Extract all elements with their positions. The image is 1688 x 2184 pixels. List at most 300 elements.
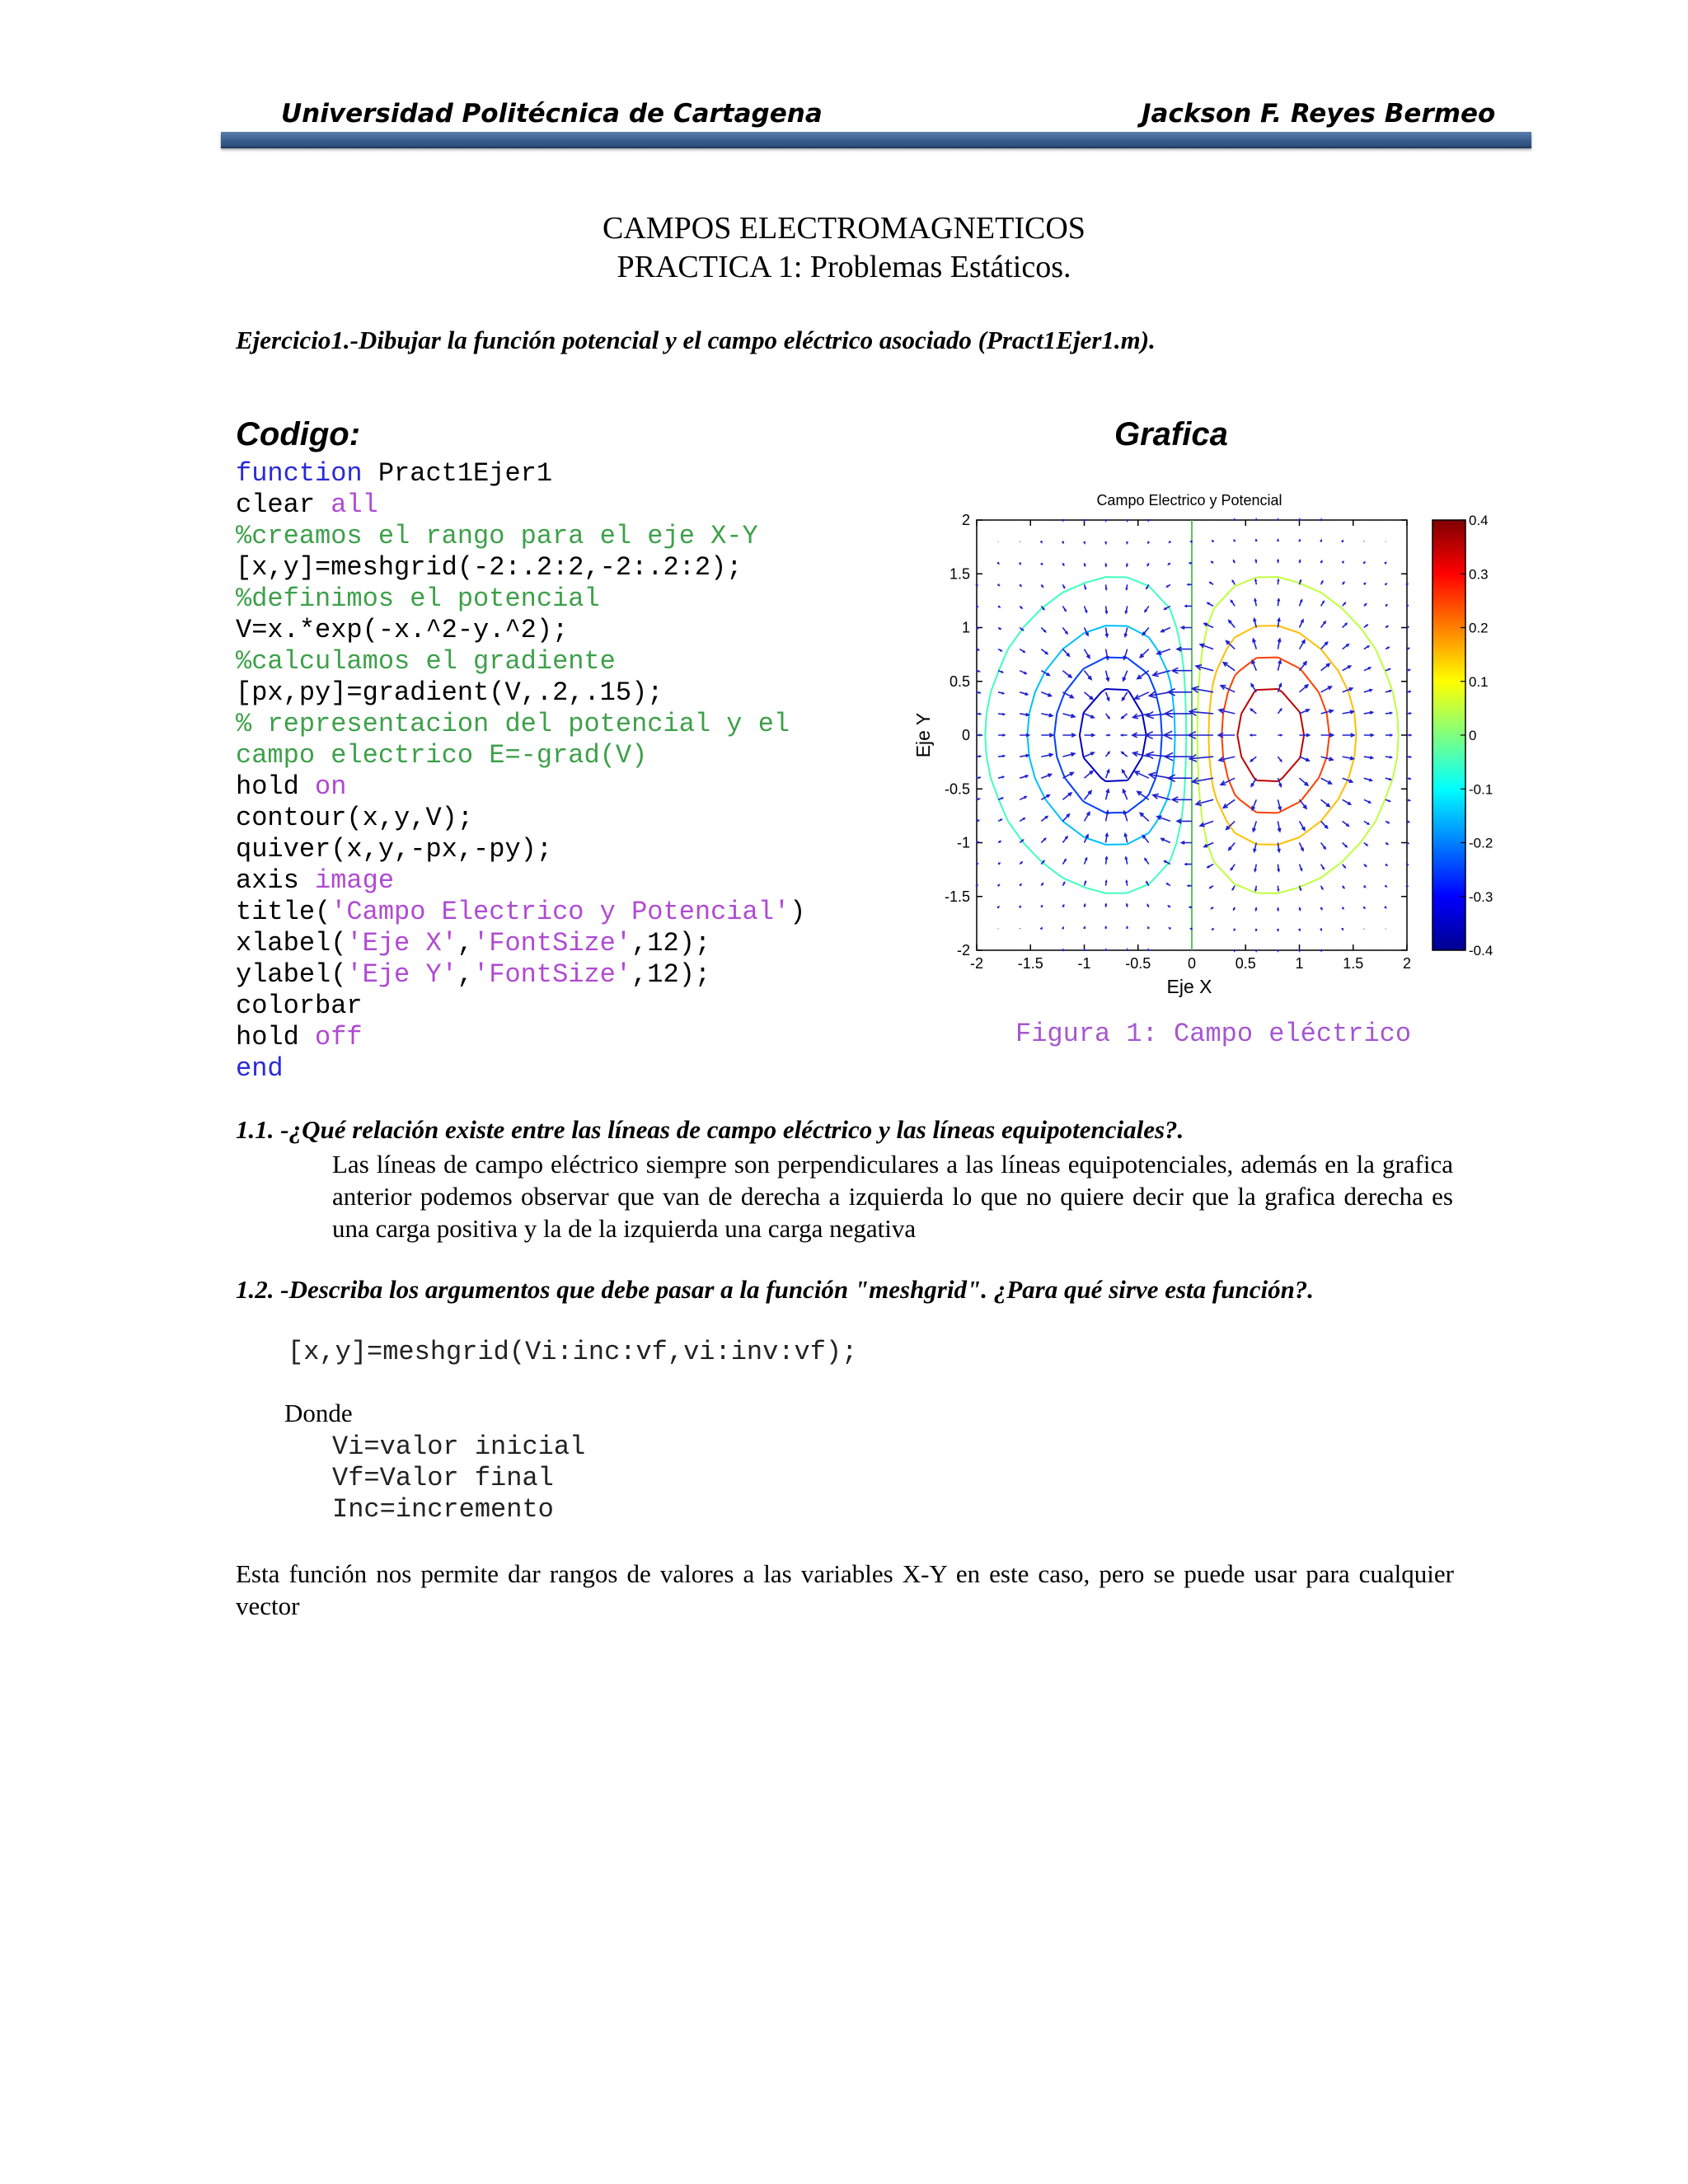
field-arrow	[1234, 907, 1236, 910]
field-arrow	[1105, 541, 1107, 543]
field-arrow	[1105, 904, 1107, 907]
field-arrow	[1343, 886, 1344, 888]
field-arrow	[1364, 799, 1371, 803]
field-arrow	[998, 776, 1004, 778]
field-arrow	[1255, 929, 1257, 930]
x-tick-label: -1	[1077, 955, 1091, 972]
chart-title: Campo Electrico y Potencial	[1096, 492, 1282, 509]
field-arrow	[1300, 865, 1302, 870]
field-arrow	[1041, 714, 1053, 717]
code-line: %calculamos el gradiente	[236, 646, 616, 677]
field-arrow	[1223, 799, 1235, 808]
field-arrow	[1157, 649, 1170, 654]
field-arrow	[1343, 583, 1344, 585]
field-arrow	[1321, 642, 1328, 649]
field-arrow	[998, 734, 1005, 736]
field-arrow	[1085, 752, 1095, 757]
field-arrow	[1125, 606, 1127, 612]
answer-1: Las líneas de campo eléctrico siempre son perpendiculares a las líneas equipotenciales, además en la grafica anterior podemos observar que van de derecha a izquierda lo que no quiere decir que la grafica derecha es una carga positiva y la de la izquierda una carga negativa	[332, 1150, 1453, 1243]
field-arrow	[1219, 757, 1235, 762]
field-arrow	[977, 820, 979, 822]
field-arrow	[1177, 819, 1192, 823]
field-arrow	[1386, 734, 1392, 736]
field-arrow	[1041, 649, 1048, 654]
field-arrow	[1300, 640, 1305, 649]
field-arrow	[1364, 843, 1367, 846]
field-arrow	[1085, 584, 1086, 588]
contour-line	[1237, 689, 1304, 781]
code-line: xlabel('Eje X','FontSize',12);	[236, 928, 711, 958]
code-line: % representacion del potencial y el	[236, 709, 790, 739]
definition-vi: Vi=valor inicial	[332, 1432, 586, 1462]
code-line: V=x.*exp(-x.^2-y.^2);	[236, 615, 569, 645]
field-arrow	[1123, 692, 1128, 701]
code-line: %definimos el potencial	[236, 583, 600, 614]
field-arrow	[1085, 771, 1093, 779]
field-arrow	[1148, 927, 1150, 929]
field-arrow	[1364, 689, 1372, 691]
field-arrow	[1020, 862, 1022, 865]
field-arrow	[1407, 734, 1411, 736]
field-arrow	[1223, 663, 1235, 671]
field-arrow	[1040, 541, 1042, 542]
colorbar-tick-label: 0.4	[1469, 513, 1489, 528]
field-arrow	[1106, 734, 1110, 736]
field-arrow	[1062, 927, 1064, 929]
field-arrow	[1189, 907, 1192, 908]
field-arrow	[1321, 821, 1328, 827]
field-arrow	[1106, 752, 1109, 757]
field-arrow	[1127, 563, 1128, 566]
field-arrow	[1177, 647, 1192, 651]
code-line: colorbar	[236, 991, 363, 1021]
exercise-statement: Ejercicio1.-Dibujar la función potencial y el campo eléctrico asociado (Pract1Ejer1.m).	[236, 326, 1156, 354]
field-arrow	[1386, 799, 1390, 801]
field-arrow	[1251, 778, 1256, 786]
field-arrow	[1342, 541, 1343, 542]
field-arrow	[1126, 881, 1128, 886]
field-arrow	[1255, 579, 1257, 584]
field-arrow	[1019, 562, 1020, 564]
donde-label: Donde	[284, 1399, 353, 1427]
field-arrow	[1084, 541, 1085, 543]
field-arrow	[1189, 562, 1192, 564]
code-line: %creamos el rango para el eje X-Y	[236, 521, 758, 551]
field-arrow	[1300, 620, 1304, 628]
field-arrow	[1105, 949, 1107, 951]
field-arrow	[1127, 949, 1128, 951]
field-arrow	[1123, 770, 1128, 778]
code-line: hold on	[236, 771, 347, 802]
field-arrow	[1320, 541, 1322, 542]
field-arrow	[1188, 583, 1192, 585]
code-line: function Pract1Ejer1	[236, 458, 553, 489]
colorbar-tick-label: 0.3	[1469, 566, 1489, 583]
field-arrow	[1343, 666, 1351, 671]
field-arrow	[1300, 821, 1305, 830]
field-arrow	[1212, 928, 1214, 930]
field-arrow	[1169, 563, 1170, 565]
field-arrow	[1342, 562, 1343, 564]
field-arrow	[1084, 949, 1085, 951]
field-arrow	[1321, 778, 1332, 784]
field-arrow	[1320, 928, 1322, 930]
code-line: axis image	[236, 865, 395, 896]
field-arrow	[1142, 836, 1148, 843]
field-arrow	[1140, 649, 1149, 658]
field-arrow	[1062, 814, 1069, 821]
code-line: contour(x,y,V);	[236, 803, 474, 833]
field-arrow	[1299, 949, 1301, 951]
field-arrow	[1084, 927, 1085, 929]
field-arrow	[1320, 561, 1322, 564]
field-arrow	[976, 885, 978, 887]
field-arrow	[1105, 857, 1108, 865]
field-arrow	[1300, 685, 1308, 692]
header-institution: Universidad Politécnica de Cartagena	[281, 99, 823, 129]
x-tick-label: 1.5	[1343, 955, 1364, 972]
question-1: 1.1. -¿Qué relación existe entre las líneas de campo eléctrico y las líneas equipotenciales?.	[236, 1115, 1184, 1144]
field-arrow	[1299, 519, 1301, 521]
field-arrow	[1085, 692, 1093, 700]
field-arrow	[1185, 605, 1192, 607]
y-tick-label: 2	[961, 512, 970, 528]
field-arrow	[1255, 540, 1257, 541]
field-arrow	[1148, 541, 1150, 543]
field-arrow	[1040, 928, 1042, 930]
field-arrow	[1385, 885, 1386, 887]
field-arrow	[998, 714, 1004, 715]
field-arrow	[1300, 710, 1310, 714]
field-arrow	[1251, 684, 1256, 692]
field-arrow	[1041, 733, 1053, 737]
field-arrow	[1106, 714, 1109, 719]
field-arrow	[1385, 563, 1386, 565]
field-arrow	[1321, 663, 1330, 670]
field-arrow	[1278, 560, 1279, 564]
field-arrow	[1343, 623, 1347, 627]
field-arrow	[1020, 884, 1021, 886]
field-arrow	[1235, 949, 1236, 951]
code-line: end	[236, 1053, 284, 1084]
field-arrow	[1168, 689, 1192, 696]
field-arrow	[1386, 712, 1391, 714]
definition-inc: Inc=incremento	[332, 1494, 554, 1525]
field-arrow	[1385, 907, 1386, 908]
field-arrow	[1172, 797, 1192, 803]
field-arrow	[1168, 775, 1192, 781]
field-arrow	[1062, 519, 1063, 521]
field-arrow	[1278, 886, 1279, 891]
x-axis-label: Eje X	[1166, 976, 1212, 997]
field-arrow	[1106, 692, 1109, 701]
field-arrow	[1085, 882, 1086, 886]
field-arrow	[1127, 541, 1128, 543]
field-arrow	[1041, 753, 1053, 757]
header-rule	[221, 132, 1531, 148]
field-arrow	[1062, 628, 1067, 634]
field-arrow	[1210, 583, 1213, 585]
field-arrow	[1182, 626, 1193, 630]
field-arrow	[1084, 563, 1085, 565]
field-arrow	[1321, 621, 1326, 627]
field-arrow	[1321, 886, 1323, 889]
question-2: 1.2. -Describa los argumentos que debe pasar a la función "meshgrid". ¿Para qué sirve esta función?.	[236, 1275, 1315, 1304]
field-arrow	[1020, 671, 1026, 674]
field-arrow	[1364, 865, 1367, 867]
field-arrow	[1062, 860, 1066, 865]
colorbar-tick-label: 0.1	[1469, 673, 1489, 690]
field-arrow	[1188, 885, 1192, 887]
field-arrow	[1278, 929, 1279, 930]
field-arrow	[1041, 628, 1045, 632]
field-arrow	[1041, 584, 1043, 587]
field-arrow	[1147, 563, 1149, 565]
field-arrow	[1106, 770, 1109, 778]
field-arrow	[1041, 563, 1043, 565]
field-arrow	[1105, 927, 1107, 929]
x-tick-label: 2	[1402, 955, 1412, 972]
field-arrow	[1255, 907, 1257, 911]
field-arrow	[976, 583, 978, 585]
field-arrow	[1196, 799, 1213, 805]
field-arrow	[1191, 541, 1193, 542]
field-arrow	[1364, 821, 1369, 824]
field-arrow	[1020, 818, 1025, 822]
code-line: campo electrico E=-grad(V)	[236, 740, 648, 771]
field-arrow	[1278, 907, 1279, 911]
field-arrow	[1364, 733, 1373, 736]
x-tick-label: 0	[1187, 955, 1197, 972]
x-tick-label: -0.5	[1125, 955, 1151, 972]
header-author: Jackson F. Reyes Bermeo	[1142, 99, 1496, 129]
field-arrow	[1105, 881, 1107, 886]
field-arrow	[1167, 584, 1170, 587]
potential-field-figure	[898, 482, 1508, 1010]
field-arrow	[1084, 905, 1085, 907]
field-arrow	[1321, 865, 1325, 869]
field-arrow	[1256, 519, 1258, 521]
field-arrow	[977, 649, 979, 650]
field-arrow	[1299, 540, 1301, 541]
field-arrow	[1343, 799, 1351, 804]
code-line: title('Campo Electrico y Potencial')	[236, 897, 806, 927]
field-arrow	[1161, 838, 1170, 842]
field-arrow	[1041, 906, 1043, 907]
field-arrow	[1062, 905, 1064, 907]
field-arrow	[1321, 687, 1332, 692]
field-arrow	[1123, 671, 1127, 681]
field-arrow	[1122, 734, 1128, 736]
field-arrow	[1364, 646, 1369, 649]
conclusion-paragraph: Esta función nos permite dar rangos de valores a las variables X-Y en este caso, pero se puede usar para cualquier vector	[236, 1559, 1454, 1620]
field-arrow	[1145, 859, 1149, 865]
field-arrow	[1278, 660, 1281, 670]
field-arrow	[1062, 733, 1075, 737]
field-arrow	[1235, 519, 1236, 521]
field-arrow	[1062, 714, 1075, 718]
field-arrow	[1321, 843, 1326, 849]
field-arrow	[1343, 644, 1349, 649]
field-arrow	[1020, 754, 1029, 757]
field-arrow	[1386, 626, 1388, 628]
field-arrow	[1343, 865, 1345, 868]
field-arrow	[1172, 668, 1192, 673]
field-arrow	[1167, 883, 1170, 886]
colorbar-tick-label: 0.2	[1469, 620, 1489, 636]
field-arrow	[1299, 560, 1301, 563]
field-arrow	[1278, 599, 1280, 607]
field-arrow	[1300, 778, 1308, 785]
field-arrow	[1105, 584, 1107, 589]
field-arrow	[1020, 606, 1022, 608]
y-tick-label: -2	[956, 942, 970, 958]
field-arrow	[1106, 649, 1109, 659]
field-arrow	[1252, 661, 1256, 671]
field-arrow	[1085, 671, 1092, 680]
field-arrow	[1363, 562, 1365, 564]
field-arrow	[1386, 605, 1387, 607]
field-arrow	[1212, 907, 1213, 909]
field-arrow	[1278, 519, 1279, 521]
field-arrow	[1234, 560, 1236, 563]
field-arrow	[1386, 691, 1391, 692]
code-heading: Codigo:	[236, 416, 361, 452]
code-listing	[236, 458, 805, 1085]
field-arrow	[1085, 733, 1095, 736]
field-arrow	[1149, 691, 1170, 697]
field-arrow	[1124, 834, 1127, 843]
field-arrow	[1320, 949, 1321, 951]
field-arrow	[1020, 714, 1029, 716]
field-arrow	[1218, 733, 1235, 738]
field-arrow	[1041, 883, 1043, 886]
field-arrow	[1278, 579, 1279, 584]
field-arrow	[1300, 799, 1307, 808]
field-arrow	[1343, 821, 1349, 826]
field-arrow	[1062, 606, 1066, 611]
field-arrow	[1278, 757, 1281, 762]
field-arrow	[1062, 883, 1064, 886]
field-arrow	[1062, 671, 1071, 677]
field-arrow	[1165, 752, 1192, 760]
field-arrow	[1342, 928, 1343, 930]
field-arrow	[1250, 709, 1256, 714]
field-arrow	[1084, 519, 1085, 521]
field-arrow	[998, 863, 1000, 865]
field-arrow	[1170, 541, 1171, 542]
field-arrow	[1363, 907, 1365, 908]
x-tick-label: 0.5	[1235, 955, 1256, 972]
field-arrow	[1140, 813, 1149, 821]
field-arrow	[1020, 692, 1028, 695]
field-arrow	[1105, 834, 1108, 843]
field-arrow	[1041, 838, 1045, 842]
field-arrow	[1085, 791, 1092, 800]
field-arrow	[1105, 628, 1108, 637]
field-arrow	[1278, 799, 1281, 809]
field-arrow	[1062, 541, 1064, 543]
field-arrow	[998, 649, 1001, 651]
colorbar-tick-label: -0.1	[1469, 781, 1493, 798]
field-arrow	[1185, 863, 1192, 865]
field-arrow	[1406, 584, 1408, 586]
field-arrow	[1343, 602, 1345, 606]
field-arrow	[1386, 778, 1391, 780]
field-arrow	[1085, 813, 1090, 822]
y-tick-label: 1	[961, 619, 970, 636]
field-arrow	[998, 841, 1001, 843]
field-arrow	[1196, 665, 1213, 671]
field-arrow	[1020, 776, 1028, 778]
page-title: CAMPOS ELECTROMAGNETICOS	[603, 211, 1085, 246]
field-arrow	[1343, 757, 1354, 760]
field-arrow	[1106, 790, 1109, 799]
field-arrow	[1122, 714, 1128, 719]
field-arrow	[1189, 732, 1213, 739]
page-subtitle: PRACTICA 1: Problemas Estáticos.	[617, 250, 1071, 284]
field-arrow	[1145, 606, 1149, 612]
field-arrow	[1364, 757, 1373, 759]
colorbar-tick-label: -0.4	[1469, 943, 1493, 958]
field-arrow	[1126, 584, 1128, 589]
field-arrow	[1343, 710, 1354, 714]
field-arrow	[1406, 884, 1408, 886]
field-arrow	[1106, 811, 1109, 821]
field-arrow	[1320, 907, 1322, 910]
field-arrow	[1253, 639, 1256, 649]
field-arrow	[998, 606, 1000, 607]
field-arrow	[1321, 799, 1330, 806]
field-arrow	[997, 885, 999, 887]
field-arrow	[1210, 886, 1213, 888]
field-arrow	[1212, 562, 1213, 564]
field-arrow	[998, 692, 1004, 694]
field-arrow	[1232, 886, 1235, 890]
field-arrow	[977, 734, 981, 736]
field-arrow	[1321, 602, 1325, 607]
field-arrow	[1254, 865, 1256, 871]
field-arrow	[1125, 857, 1127, 864]
field-arrow	[1321, 733, 1334, 737]
field-arrow	[1182, 841, 1193, 845]
field-arrow	[1020, 797, 1026, 800]
field-arrow	[1407, 648, 1409, 649]
field-arrow	[1278, 639, 1281, 649]
field-arrow	[1219, 709, 1235, 714]
field-arrow	[1364, 583, 1366, 585]
field-arrow	[1207, 865, 1213, 868]
field-arrow	[1343, 733, 1354, 737]
x-tick-label: -2	[969, 955, 984, 972]
code-line: quiver(x,y,-px,-py);	[236, 834, 553, 865]
field-arrow	[1386, 821, 1389, 823]
field-arrow	[1299, 929, 1301, 930]
field-arrow	[1320, 519, 1321, 521]
field-arrow	[1386, 843, 1388, 845]
field-arrow	[1085, 714, 1095, 718]
x-tick-label: 1	[1295, 955, 1304, 972]
field-arrow	[1385, 583, 1386, 585]
field-arrow	[1364, 778, 1372, 780]
field-arrow	[1105, 563, 1107, 566]
field-arrow	[1062, 752, 1075, 757]
y-tick-label: -1	[956, 834, 970, 851]
field-arrow	[997, 562, 999, 564]
field-arrow	[1193, 778, 1214, 784]
field-arrow	[1278, 709, 1281, 714]
field-arrow	[1300, 843, 1304, 851]
